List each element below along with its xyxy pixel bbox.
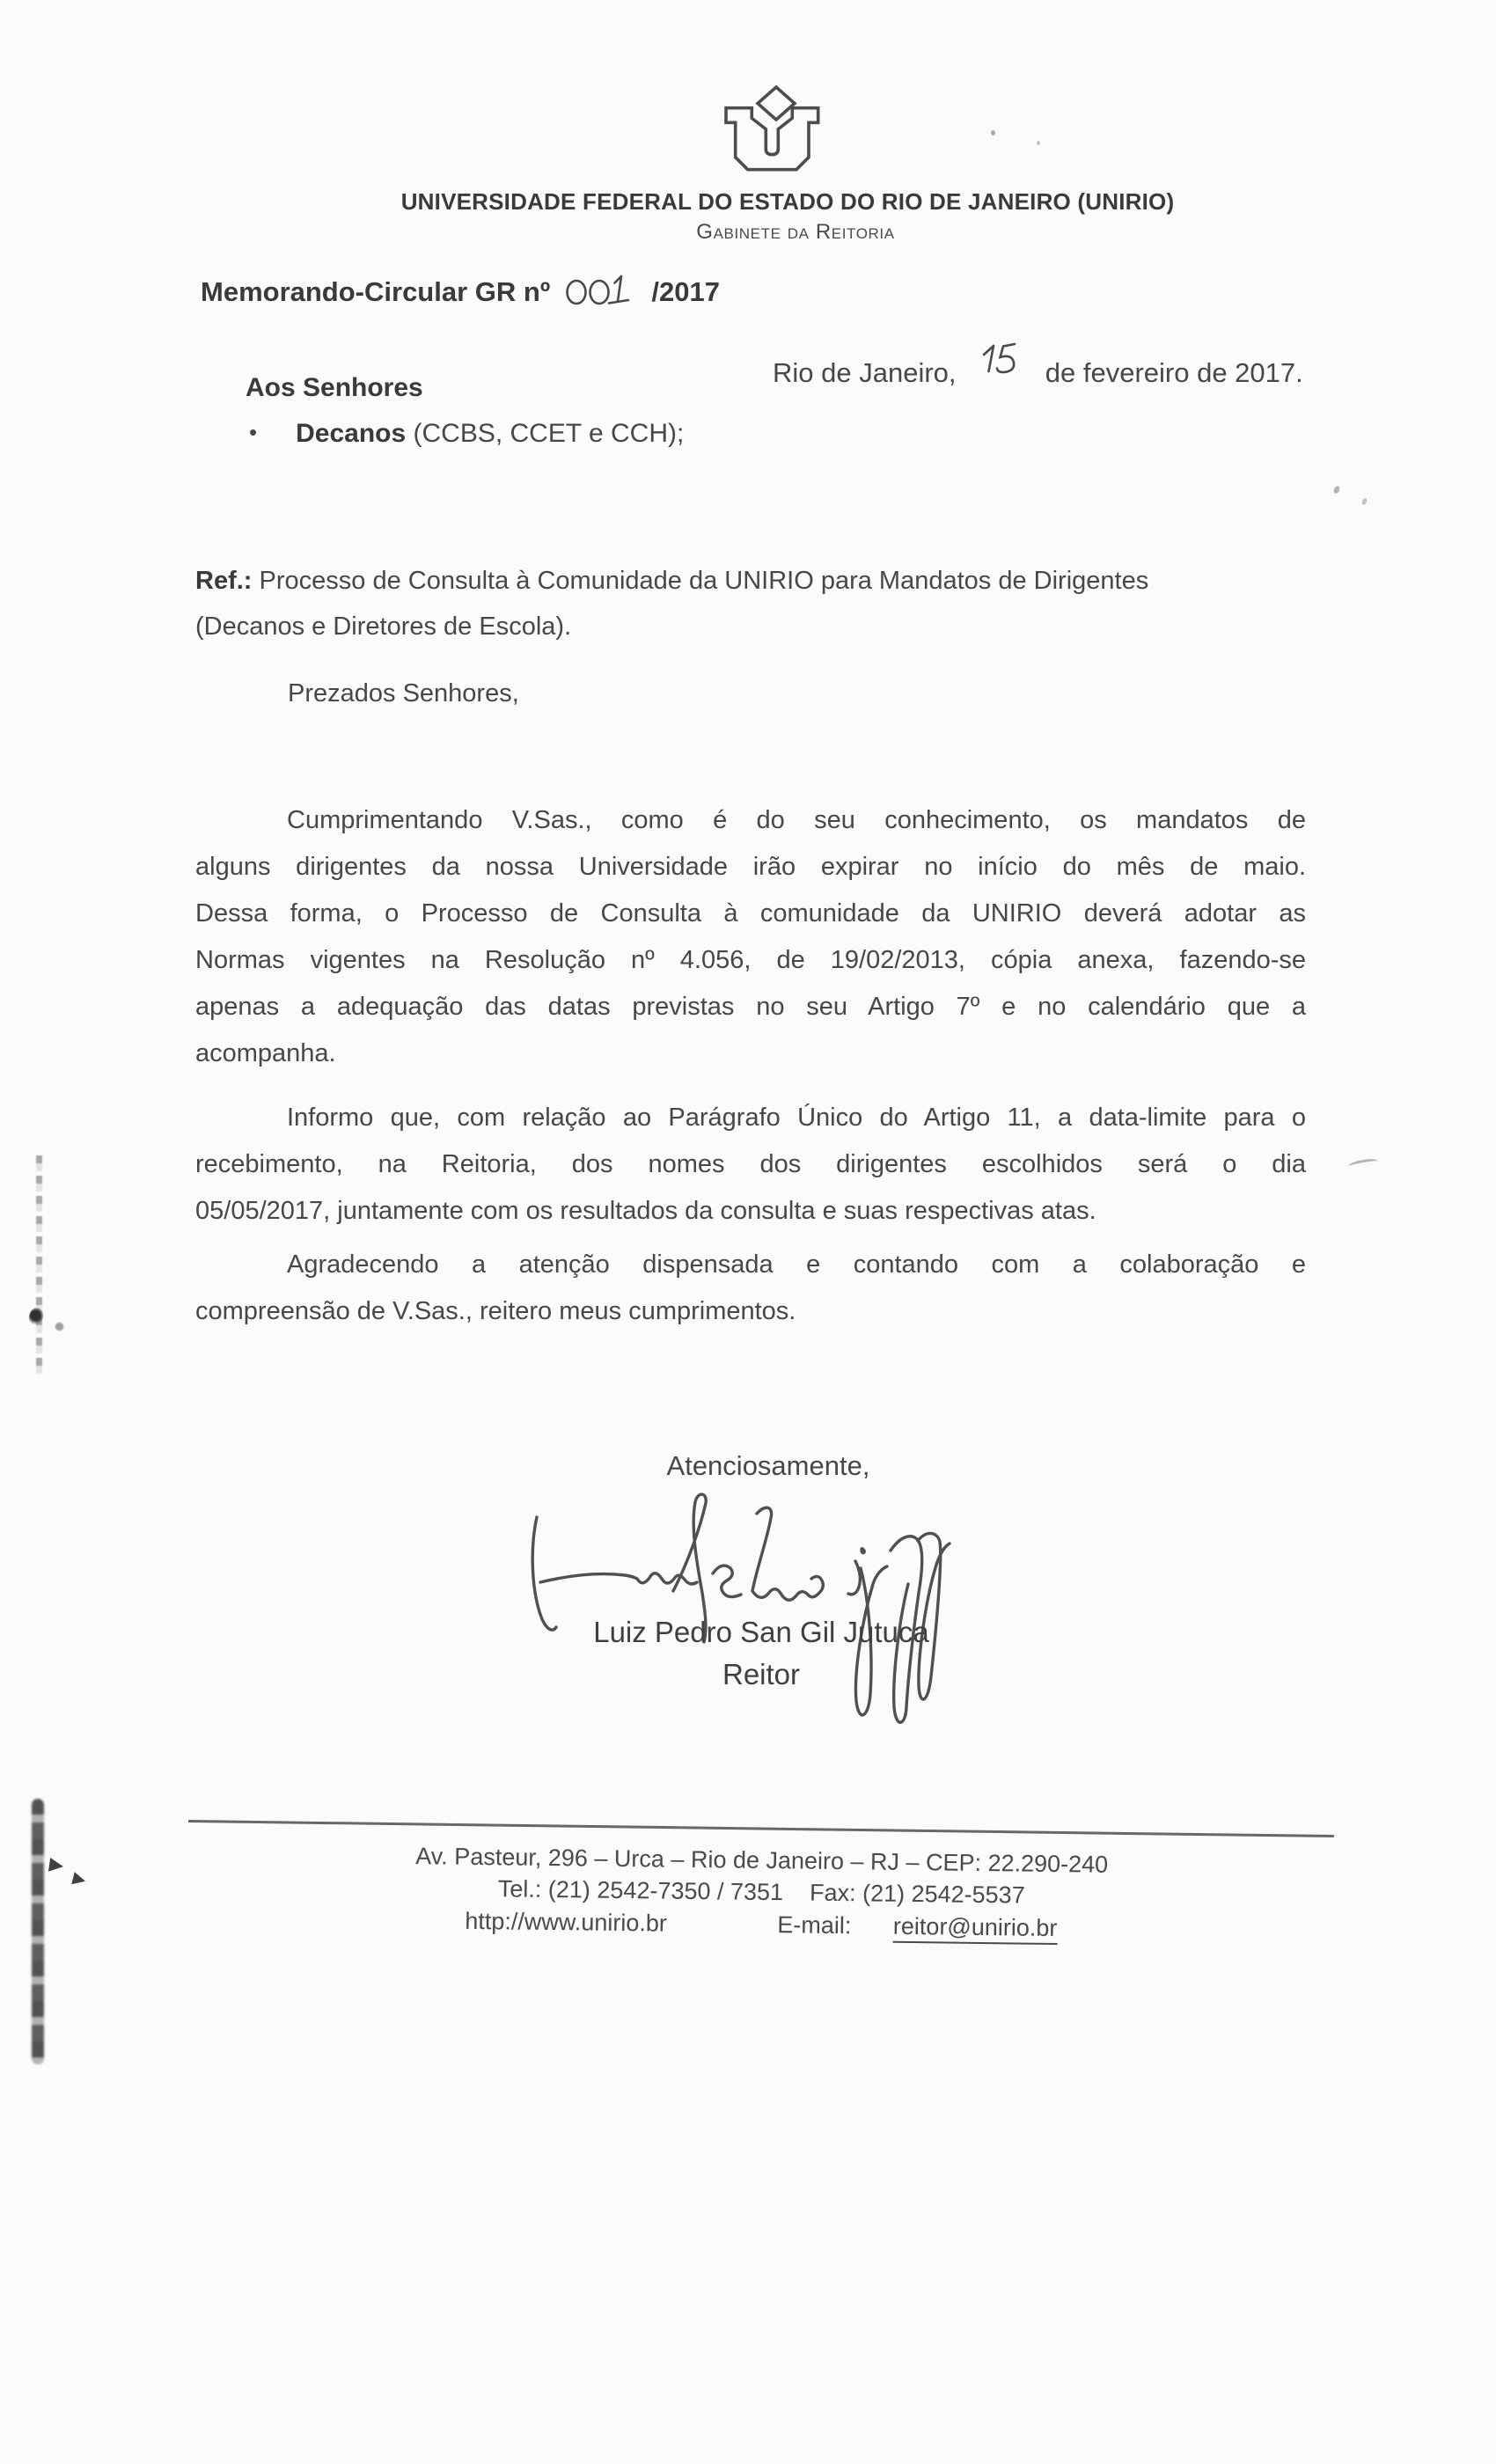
scan-artifact-mark <box>48 1858 64 1874</box>
memo-label-prefix: Memorando-Circular GR nº <box>201 276 551 307</box>
paragraph-line: Normas vigentes na Resolução nº 4.056, de 19/02/2013, cópia anexa, fazendo-se <box>195 946 1306 974</box>
handwritten-001-strokes <box>563 269 639 310</box>
reference-line1 <box>195 558 1148 604</box>
recipient-item-bold: Decanos <box>296 419 407 448</box>
office-name: Gabinete da Reitoria <box>696 220 895 244</box>
closing-salutation: Atenciosamente, <box>666 1450 870 1481</box>
paragraph-line: acompanha. <box>195 1039 336 1067</box>
signer-title: Reitor <box>722 1658 801 1690</box>
scan-artifact-dotted-line <box>36 1151 42 1378</box>
footer-block <box>189 1837 1334 1947</box>
recipient-item-rest: (CCBS, CCET e CCH); <box>406 419 685 448</box>
paragraph-line: apenas a adequação das datas previstas no seu Artigo 7º e no calendário que a <box>195 993 1306 1021</box>
paragraph-line: Informo que, com relação ao Parágrafo Único do Artigo 11, a data-limite para o <box>287 1104 1306 1132</box>
memo-label-suffix: /2017 <box>651 276 720 307</box>
paragraph-1 <box>195 797 1306 1077</box>
scan-speck <box>1361 497 1368 505</box>
scan-artifact-mark <box>71 1872 86 1887</box>
reference-line2: (Decanos e Diretores de Escola). <box>195 612 572 641</box>
scan-speck <box>1332 485 1340 495</box>
reference-block <box>195 558 1148 649</box>
footer-address: Av. Pasteur, 296 – Urca – Rio de Janeiro – RJ – CEP: 22.290-240 <box>415 1843 1109 1878</box>
recipients-heading: Aos Senhores <box>246 373 423 402</box>
logo-diamond <box>758 87 795 120</box>
dateline-suffix: de fevereiro de 2017. <box>1045 357 1303 388</box>
paragraph-line: recebimento, na Reitoria, dos nomes dos dirigentes escolhidos será o dia <box>195 1150 1306 1178</box>
salutation: Prezados Senhores, <box>288 679 519 708</box>
memo-number-line <box>201 269 720 317</box>
scan-artifact-squiggle <box>1347 1157 1378 1170</box>
paragraph-line: Agradecendo a atenção dispensada e contando com a colaboração e <box>287 1250 1306 1279</box>
footer-phones: Tel.: (21) 2542-7350 / 7351 Fax: (21) 2542-5537 <box>497 1875 1025 1909</box>
scan-artifact-blob <box>27 1306 45 1326</box>
scan-speck <box>1037 141 1040 145</box>
bullet-icon: • <box>249 419 258 445</box>
paragraph-3 <box>195 1242 1306 1335</box>
reference-line1-rest: Processo de Consulta à Comunidade da UNIRIO para Mandatos de Dirigentes <box>252 567 1149 595</box>
paragraph-line: alguns dirigentes da nossa Universidade irão expirar no início do mês de maio. <box>195 853 1306 881</box>
footer-divider <box>188 1820 1334 1837</box>
paragraph-line: compreensão de V.Sas., reitero meus cumprimentos. <box>195 1297 796 1325</box>
footer-email-label: E-mail: <box>777 1911 852 1940</box>
reference-label: Ref.: <box>195 567 253 595</box>
paragraph-2 <box>195 1095 1306 1235</box>
handwritten-15-strokes <box>974 338 1027 378</box>
paragraph-line: Dessa forma, o Processo de Consulta à comunidade da UNIRIO deverá adotar as <box>195 899 1306 928</box>
unirio-logo <box>704 77 836 180</box>
recipient-item <box>249 419 684 449</box>
dateline-prefix: Rio de Janeiro, <box>773 357 957 388</box>
handwritten-memo-number <box>563 269 639 317</box>
footer-website: http://www.unirio.br <box>465 1907 668 1937</box>
dateline <box>773 338 1303 389</box>
scan-artifact-streak <box>32 1799 44 2064</box>
scan-speck <box>991 130 995 136</box>
footer-email: reitor@unirio.br <box>893 1913 1058 1945</box>
signer-name: Luiz Pedro San Gil Jutuca <box>593 1616 929 1648</box>
paragraph-line: Cumprimentando V.Sas., como é do seu conhecimento, os mandatos de <box>287 806 1306 834</box>
paragraph-line: 05/05/2017, juntamente com os resultados da consulta e suas respectivas atas. <box>195 1197 1096 1225</box>
scan-artifact-blob <box>55 1322 64 1331</box>
handwritten-day <box>974 338 1027 385</box>
university-name: UNIVERSIDADE FEDERAL DO ESTADO DO RIO DE JANEIRO (UNIRIO) <box>400 188 1175 215</box>
